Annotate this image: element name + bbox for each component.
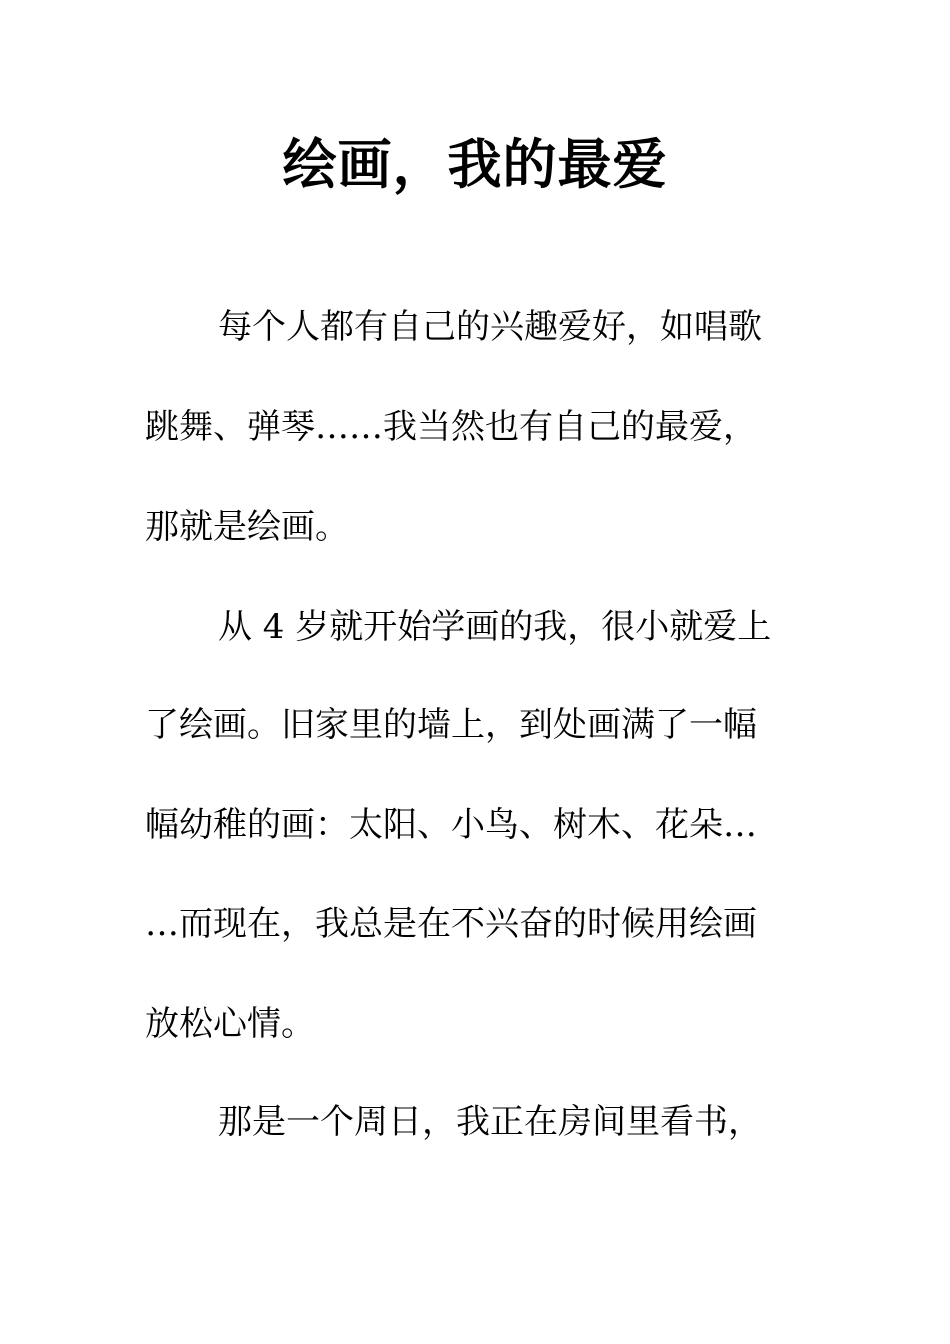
paragraph-2-line-4: …而现在，我总是在不兴奋的时候用绘画 [145,904,757,944]
paragraph-1-line-3: 那就是绘画。 [145,507,349,547]
page-title: 绘画，我的最爱 [282,132,668,196]
paragraph-1-line-1: 每个人都有自己的兴趣爱好，如唱歌 [218,307,762,347]
paragraph-2-line-5: 放松心情。 [145,1004,315,1044]
paragraph-2-line-1: 从 4 岁就开始学画的我，很小就爱上 [218,607,772,647]
paragraph-3-line-1: 那是一个周日，我正在房间里看书， [218,1102,762,1142]
paragraph-1-line-2: 跳舞、弹琴……我当然也有自己的最爱， [145,407,757,447]
paragraph-2-line-2: 了绘画。旧家里的墙上，到处画满了一幅 [145,705,757,745]
paragraph-2-line-3: 幅幼稚的画：太阳、小鸟、树木、花朵… [145,805,757,845]
